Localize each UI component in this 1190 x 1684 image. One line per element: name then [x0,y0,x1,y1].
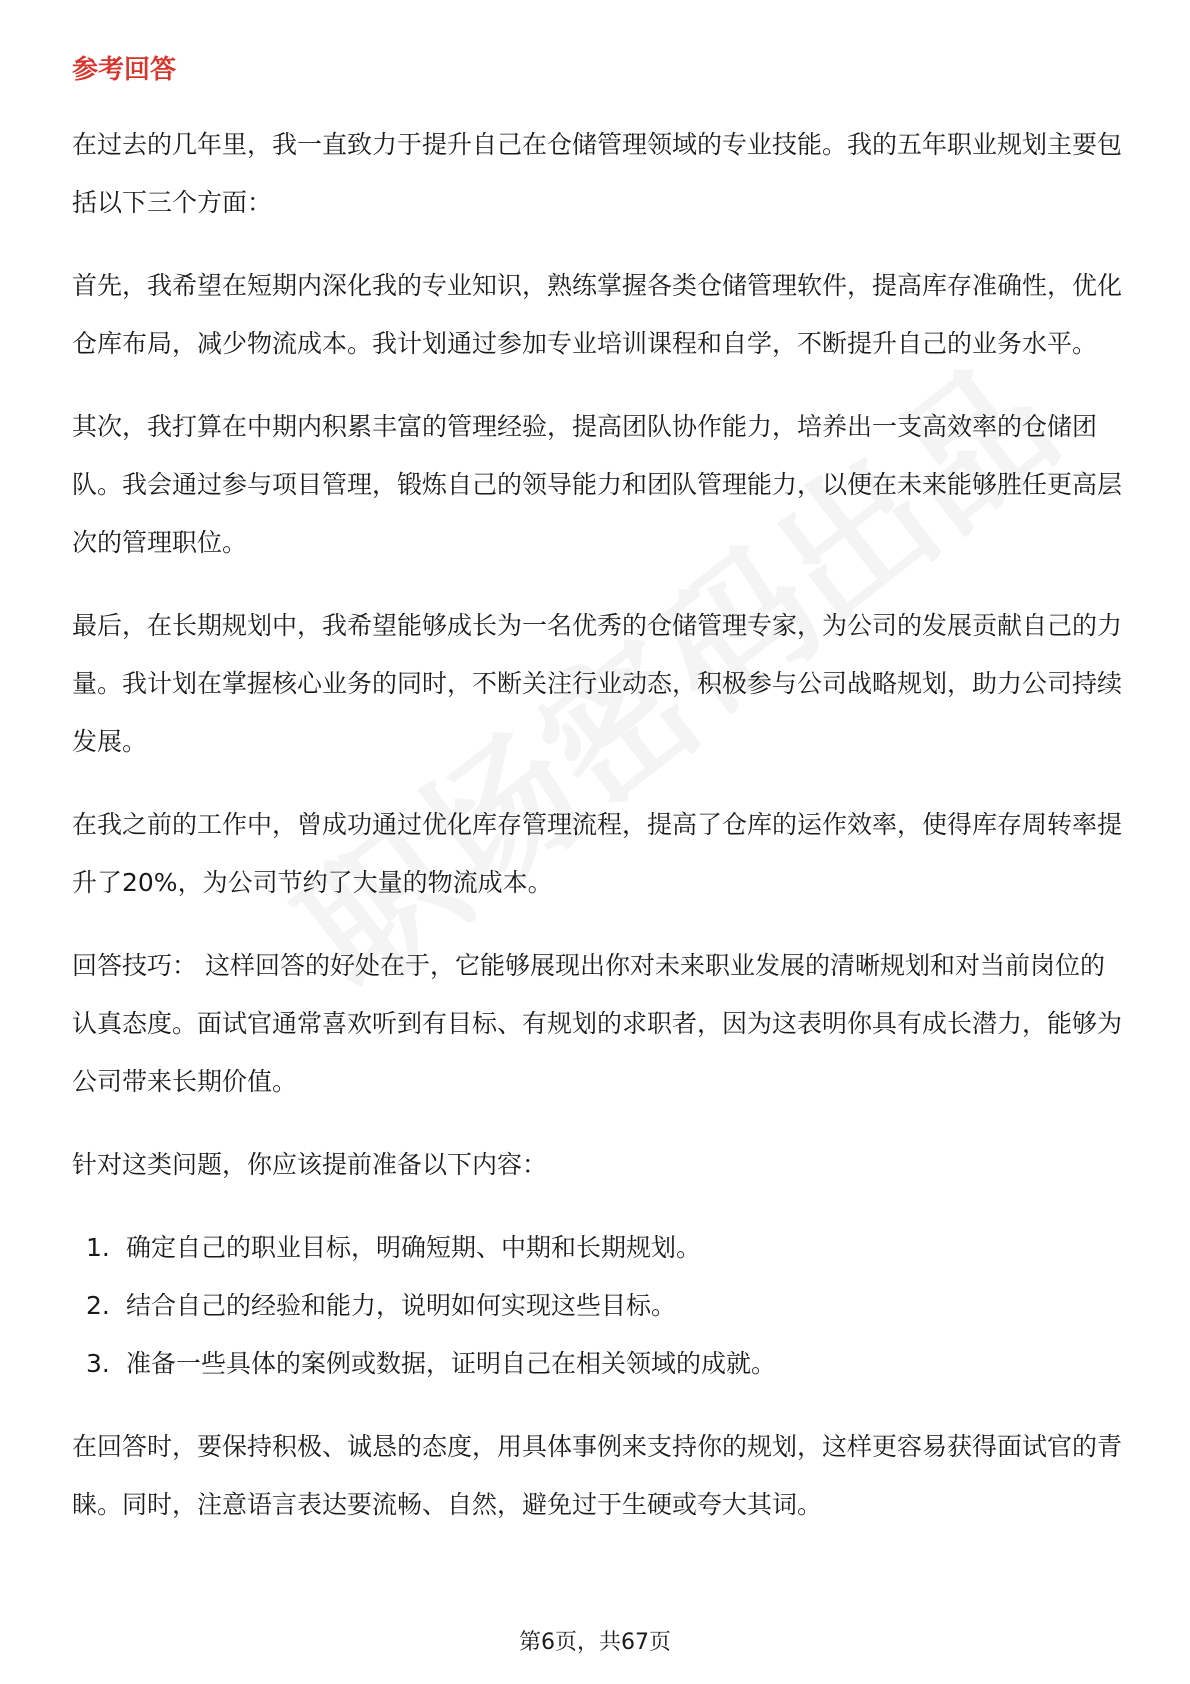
list-item [72,1277,1122,1335]
paragraph: 针对这类问题，你应该提前准备以下内容： [72,1150,548,1179]
paragraph: 回答技巧： 这样回答的好处在于，它能够展现出你对未来职业发展的清晰规划和对当前岗位的认真态度。面试官通常喜欢听到有目标、有规划的求职者，因为这表明你具有成长潜力，能够为公司带来长期价值。 [72,951,1123,1096]
list-text: 确定自己的职业目标，明确短期、中期和长期规划。 [126,1233,702,1262]
paragraph: 最后，在长期规划中，我希望能够成长为一名优秀的仓储管理专家，为公司的发展贡献自己的力量。我计划在掌握核心业务的同时，不断关注行业动态，积极参与公司战略规划，助力公司持续发展。 [72,611,1123,756]
paragraph: 首先，我希望在短期内深化我的专业知识，熟练掌握各类仓储管理软件，提高库存准确性，优化仓库布局，减少物流成本。我计划通过参加专业培训课程和自学，不断提升自己的业务水平。 [72,271,1123,358]
preparation-list [72,1219,1122,1393]
paragraph: 在过去的几年里，我一直致力于提升自己在仓储管理领域的专业技能。我的五年职业规划主要包括以下三个方面： [72,130,1123,217]
answer-content [72,116,1122,1559]
section-heading: 参考回答 [72,55,177,85]
list-item [72,1335,1122,1393]
paragraph: 其次，我打算在中期内积累丰富的管理经验，提高团队协作能力，培养出一支高效率的仓储团队。我会通过参与项目管理，锻炼自己的领导能力和团队管理能力，以便在未来能够胜任更高层次的管理职位。 [72,412,1123,557]
list-number: 1. [86,1233,110,1262]
paragraph: 在我之前的工作中，曾成功通过优化库存管理流程，提高了仓库的运作效率，使得库存周转率提升了20%，为公司节约了大量的物流成本。 [72,810,1123,897]
list-item [72,1219,1122,1277]
page-number: 第6页，共67页 [519,1630,671,1655]
list-number: 3. [86,1349,110,1378]
closing-paragraph: 在回答时，要保持积极、诚恳的态度，用具体事例来支持你的规划，这样更容易获得面试官的青睐。同时，注意语言表达要流畅、自然，避免过于生硬或夸大其词。 [72,1432,1123,1519]
list-number: 2. [86,1291,110,1320]
list-text: 结合自己的经验和能力，说明如何实现这些目标。 [126,1291,677,1320]
list-text: 准备一些具体的案例或数据，证明自己在相关领域的成就。 [126,1349,777,1378]
